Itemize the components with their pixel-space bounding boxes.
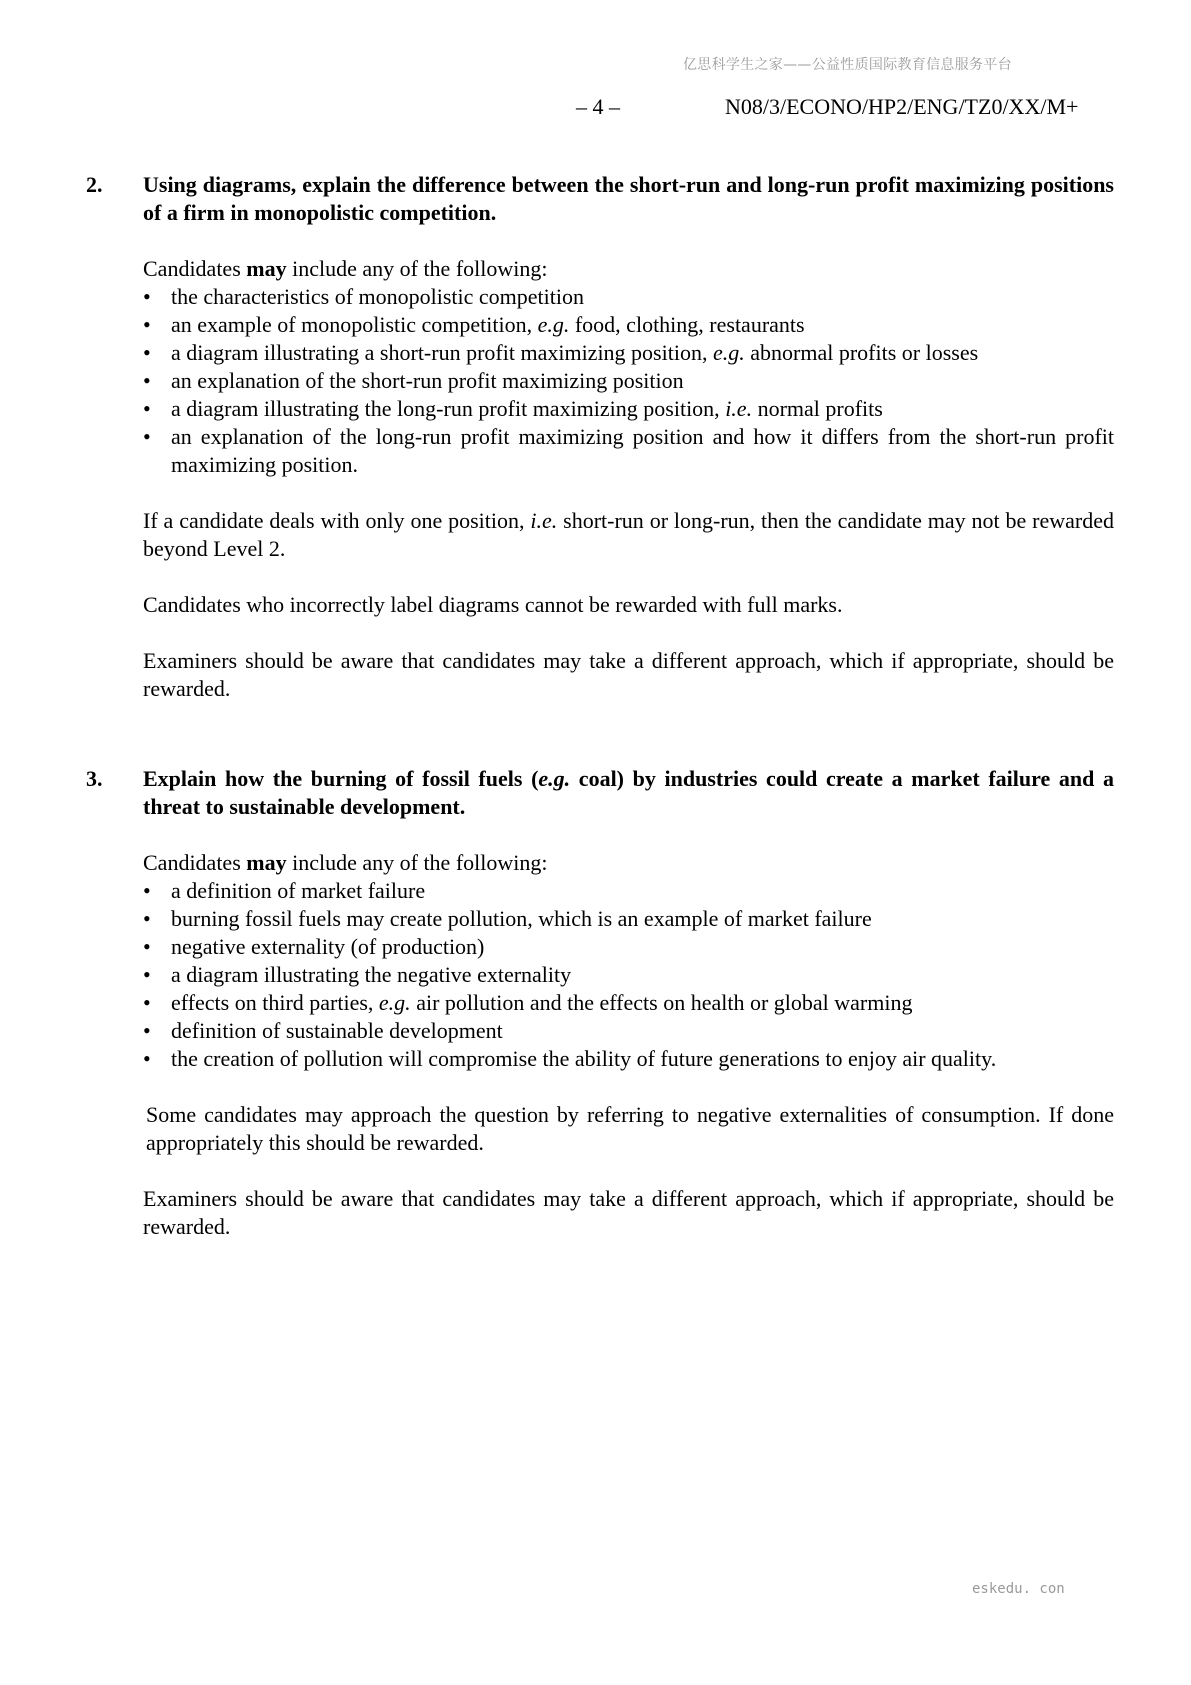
- list-item-text: normal profits: [752, 396, 883, 421]
- intro-text: include any of the following:: [286, 256, 548, 281]
- list-item-text: effects on third parties,: [171, 990, 379, 1015]
- list-item-text: an example of monopolistic competition,: [171, 312, 538, 337]
- list-item-text: the creation of pollution will compromise the ability of future generations to enjoy air quality.: [171, 1046, 997, 1071]
- paragraph-text: If a candidate deals with only one position,: [143, 508, 531, 533]
- paragraph: [143, 507, 1114, 563]
- intro-line: [143, 255, 1114, 283]
- list-item: [143, 989, 1114, 1017]
- paragraph-italic: i.e.: [530, 508, 558, 533]
- watermark-bottom: eskedu. con: [972, 1581, 1065, 1597]
- intro-text: Candidates: [143, 850, 247, 875]
- intro-text: Candidates: [143, 256, 247, 281]
- paragraph-text: short-run or long-run, then the candidate may not be rewarded beyond Level 2.: [143, 508, 1114, 561]
- list-item-text: a diagram illustrating a short-run profit maximizing position,: [171, 340, 713, 365]
- list-item: [143, 905, 1114, 933]
- list-item-text: negative externality (of production): [171, 934, 485, 959]
- list-item-text: burning fossil fuels may create pollution, which is an example of market failure: [171, 906, 872, 931]
- intro-emphasis: may: [246, 850, 287, 875]
- list-item: [143, 395, 1114, 423]
- list-item: [143, 1045, 1114, 1073]
- question-number: 3.: [86, 766, 103, 791]
- question-text-part: coal) by industries could create a market failure and a threat to sustainable development.: [143, 766, 1114, 819]
- list-item-text: a diagram illustrating the long-run profit maximizing position,: [171, 396, 726, 421]
- intro-line: [143, 849, 1114, 877]
- question-2: [86, 171, 1114, 703]
- list-item-text: food, clothing, restaurants: [569, 312, 805, 337]
- list-item-text: abnormal profits or losses: [744, 340, 979, 365]
- question-text-part: Explain how the burning of fossil fuels (: [143, 766, 539, 791]
- question-3-heading: [86, 765, 1114, 821]
- bullet-list: [143, 877, 1114, 1073]
- paragraph: Examiners should be aware that candidates may take a different approach, which if appropriate, should be rewarded.: [143, 1186, 1114, 1239]
- question-2-heading: [86, 171, 1114, 227]
- paragraph: Candidates who incorrectly label diagrams cannot be rewarded with full marks.: [143, 592, 843, 617]
- question-3: [86, 765, 1114, 1241]
- list-item: [143, 283, 1114, 311]
- page-number: – 4 –: [576, 94, 620, 119]
- list-item-italic: i.e.: [725, 396, 753, 421]
- list-item-text: the characteristics of monopolistic competition: [171, 284, 584, 309]
- list-item-italic: e.g.: [712, 340, 745, 365]
- list-item: [143, 1017, 1114, 1045]
- watermark-top: 亿思科学生之家——公益性质国际教育信息服务平台: [683, 57, 1012, 73]
- list-item: [143, 311, 1114, 339]
- list-item-text: a definition of market failure: [171, 878, 426, 903]
- document-code: N08/3/ECONO/HP2/ENG/TZ0/XX/M+: [725, 94, 1079, 119]
- bullet-list: [143, 283, 1114, 479]
- intro-emphasis: may: [246, 256, 287, 281]
- list-item: [143, 367, 1114, 395]
- list-item: [143, 933, 1114, 961]
- markscheme-body: [143, 255, 1114, 703]
- list-item-text: air pollution and the effects on health or global warming: [410, 990, 913, 1015]
- list-item: [143, 339, 1114, 367]
- list-item-italic: e.g.: [378, 990, 411, 1015]
- list-item: [143, 877, 1114, 905]
- list-item-italic: e.g.: [537, 312, 570, 337]
- question-number: 2.: [86, 172, 103, 197]
- list-item-text: an explanation of the short-run profit maximizing position: [171, 368, 684, 393]
- list-item-text: a diagram illustrating the negative externality: [171, 962, 572, 987]
- question-text: [143, 765, 1114, 821]
- paragraph: Some candidates may approach the question by referring to negative externalities of consumption. If done appropriately this should be rewarded.: [146, 1102, 1114, 1155]
- list-item-text: an explanation of the long-run profit maximizing position and how it differs from the short-run profit maximizing position.: [171, 424, 1114, 477]
- list-item: [143, 961, 1114, 989]
- question-text: Using diagrams, explain the difference between the short-run and long-run profit maximizing positions of a firm in monopolistic competition.: [143, 172, 1114, 225]
- list-item: [143, 423, 1114, 479]
- markscheme-body: [143, 849, 1114, 1241]
- paragraph: Examiners should be aware that candidates may take a different approach, which if appropriate, should be rewarded.: [143, 648, 1114, 701]
- question-text-italic: e.g.: [538, 766, 571, 791]
- intro-text: include any of the following:: [286, 850, 548, 875]
- list-item-text: definition of sustainable development: [171, 1018, 503, 1043]
